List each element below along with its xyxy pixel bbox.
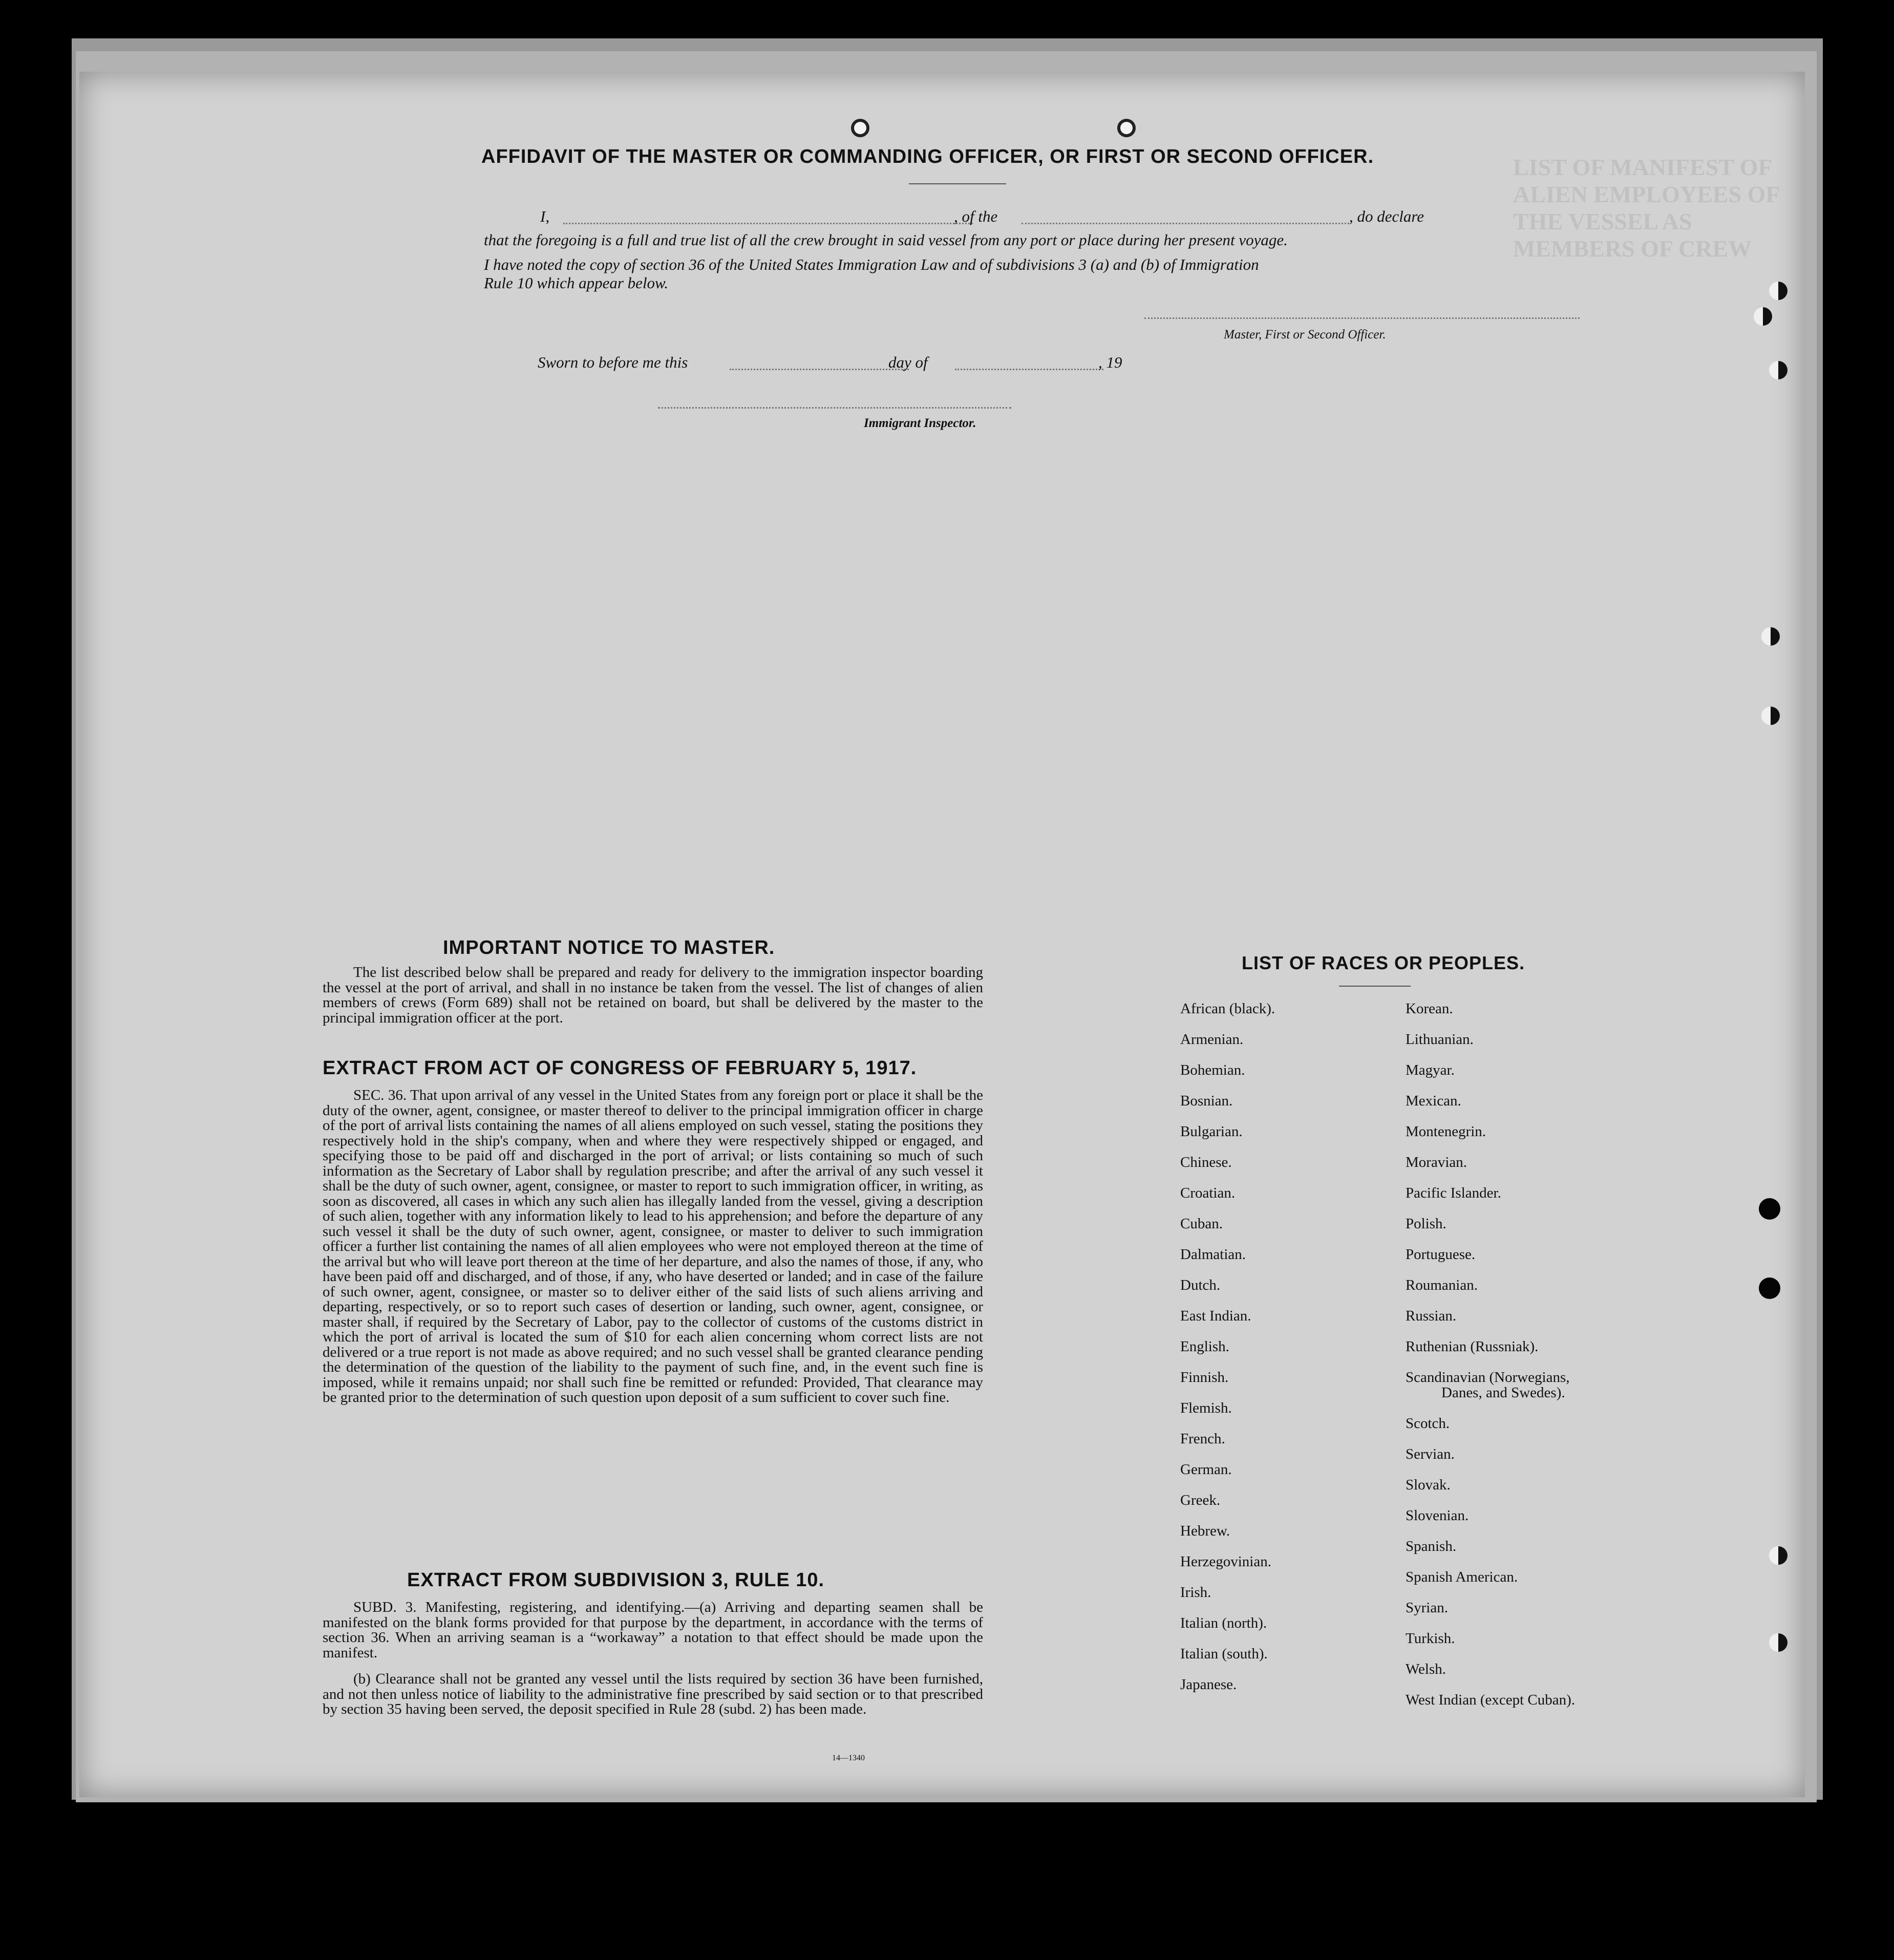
race-item: East Indian. bbox=[1180, 1308, 1251, 1324]
race-item: Finnish. bbox=[1180, 1369, 1229, 1386]
punch-hole bbox=[1769, 361, 1787, 379]
race-item: Croatian. bbox=[1180, 1185, 1236, 1201]
race-item: Italian (south). bbox=[1180, 1646, 1268, 1662]
race-item: Armenian. bbox=[1180, 1031, 1244, 1048]
day-of-label: day of bbox=[888, 353, 928, 371]
race-item: Flemish. bbox=[1180, 1400, 1232, 1416]
race-item: Slovak. bbox=[1406, 1477, 1451, 1493]
form-number: 14—1340 bbox=[832, 1754, 865, 1762]
punch-hole bbox=[1769, 1546, 1787, 1565]
notice-title: IMPORTANT NOTICE TO MASTER. bbox=[443, 937, 775, 958]
race-item: Spanish. bbox=[1406, 1538, 1457, 1554]
race-item: Hebrew. bbox=[1180, 1523, 1230, 1539]
race-item: Ruthenian (Russniak). bbox=[1406, 1338, 1539, 1355]
races-title-rule bbox=[1339, 986, 1411, 987]
affidavit-of-the: , of the bbox=[954, 207, 998, 225]
race-item: Spanish American. bbox=[1406, 1569, 1518, 1585]
race-item: Polish. bbox=[1406, 1216, 1446, 1232]
master-signature-label: Master, First or Second Officer. bbox=[1224, 328, 1386, 342]
race-item: West Indian (except Cuban). bbox=[1406, 1692, 1576, 1708]
race-item: Bohemian. bbox=[1180, 1062, 1245, 1078]
race-item: Italian (north). bbox=[1180, 1615, 1267, 1631]
notice-body: The list described below shall be prepared and ready for delivery to the immigration inspector boarding the vessel at the port of arrival, and shall in no instance be taken from the vessel. The list of changes of alien members of crews (Form 689) shall not be retained on board, but shall be delivered by the master to the principal immigration officer at the port. bbox=[323, 964, 983, 1026]
race-item: Slovenian. bbox=[1406, 1507, 1469, 1524]
punch-hole bbox=[1761, 707, 1780, 725]
punch-hole bbox=[851, 119, 869, 137]
punch-hole bbox=[1759, 1198, 1780, 1220]
affidavit-line-2: I have noted the copy of section 36 of the United States Immigration Law and of subdivisions 3 (a) and (b) of Immigration bbox=[484, 255, 1259, 273]
vessel-blank[interactable] bbox=[1022, 223, 1349, 224]
affidavit-line-1: that the foregoing is a full and true list of all the crew brought in said vessel from any port or place during her present voyage. bbox=[484, 231, 1288, 249]
name-blank[interactable] bbox=[563, 223, 973, 224]
punch-hole bbox=[1759, 1277, 1780, 1299]
race-item: Montenegrin. bbox=[1406, 1123, 1486, 1140]
race-item: Herzegovinian. bbox=[1180, 1553, 1271, 1570]
race-item: Bosnian. bbox=[1180, 1093, 1233, 1109]
race-item: Dalmatian. bbox=[1180, 1246, 1246, 1263]
act-title: EXTRACT FROM ACT OF CONGRESS OF FEBRUARY 5, 1917. bbox=[323, 1057, 917, 1079]
race-item: Korean. bbox=[1406, 1000, 1453, 1017]
race-item: Scandinavian (Norwegians, bbox=[1406, 1369, 1570, 1386]
inspector-signature-blank[interactable] bbox=[658, 407, 1011, 409]
race-item: Welsh. bbox=[1406, 1661, 1446, 1677]
race-item: Mexican. bbox=[1406, 1093, 1461, 1109]
sworn-day-blank[interactable] bbox=[730, 369, 909, 370]
race-item: Magyar. bbox=[1406, 1062, 1455, 1078]
rule-title: EXTRACT FROM SUBDIVISION 3, RULE 10. bbox=[407, 1569, 825, 1591]
affidavit-line-3: Rule 10 which appear below. bbox=[484, 274, 669, 292]
race-item: Cuban. bbox=[1180, 1216, 1223, 1232]
sworn-label: Sworn to before me this bbox=[538, 353, 688, 371]
punch-hole bbox=[1761, 627, 1780, 646]
race-item: Syrian. bbox=[1406, 1600, 1448, 1616]
race-item: Bulgarian. bbox=[1180, 1123, 1243, 1140]
race-item: Portuguese. bbox=[1406, 1246, 1476, 1263]
race-item: Russian. bbox=[1406, 1308, 1457, 1324]
race-item: English. bbox=[1180, 1338, 1229, 1355]
race-item: German. bbox=[1180, 1461, 1232, 1478]
sworn-month-blank[interactable] bbox=[955, 369, 1103, 370]
races-column-1 bbox=[1180, 1001, 1275, 1708]
race-item: Lithuanian. bbox=[1406, 1031, 1474, 1048]
affidavit-do-declare: , do declare bbox=[1349, 207, 1424, 225]
race-item: Greek. bbox=[1180, 1492, 1221, 1508]
races-title: LIST OF RACES OR PEOPLES. bbox=[1242, 952, 1525, 973]
punch-hole bbox=[1754, 307, 1772, 326]
race-item: Chinese. bbox=[1180, 1154, 1232, 1170]
inspector-label: Immigrant Inspector. bbox=[864, 416, 976, 430]
race-item: Danes, and Swedes). bbox=[1441, 1384, 1565, 1401]
affidavit-title: AFFIDAVIT OF THE MASTER OR COMMANDING OFFICER, OR FIRST OR SECOND OFFICER. bbox=[481, 146, 1374, 167]
race-item: Dutch. bbox=[1180, 1277, 1221, 1293]
race-item: Servian. bbox=[1406, 1446, 1455, 1462]
act-body: SEC. 36. That upon arrival of any vessel in the United States from any foreign port or place it shall be the duty of the owner, agent, consignee, or master thereof to deliver to the principal immigration officer in charge of the port of arrival lists containing the names of all aliens employed on such vessel, stating the positions they respectively hold in the ship's company, when and where they were respectively shipped or engaged, and specifying those to be paid off and discharged in the port of arrival; or lists containing so much of such information as the Secretary of Labor shall by regulation prescribe; and after the arrival of any such vessel it shall be the duty of such owner, agent, consignee, or master to report to such immigration officer, in writing, as soon as discovered, all cases in which any such alien has illegally landed from the vessel, giving a description of such alien, together with any information likely to lead to his apprehension; and before the departure of any such vessel it shall be the duty of such owner, agent, consignee, or master to deliver to such immigration officer a further list containing the names of all alien employees who were not employed thereon at the time of the arrival but who will leave port thereon at the time of her departure, and also the names of those, if any, who have been paid off and discharged, and of those, if any, who have deserted or landed; and in case of the failure of such owner, agent, consignee, or master so to deliver either of the said lists of such aliens arriving and departing, respectively, or so to report such cases of desertion or landing, such owner, agent, consignee, or master shall, if required by the Secretary of Labor, pay to the collector of customs of the customs district in which the port of arrival is located the sum of $10 for each alien concerning whom correct lists are not delivered or a true report is not made as above required; and no such vessel shall be granted clearance pending the determination of the question of the liability to the payment of such fine, and, in the event such fine is imposed, while it remains unpaid; nor shall such fine be remitted or refunded: Provided, That clearance may be granted prior to the determination of such question upon deposit of a sum sufficient to cover such fine. bbox=[323, 1087, 983, 1405]
race-item: French. bbox=[1180, 1431, 1225, 1447]
race-item: Roumanian. bbox=[1406, 1277, 1478, 1293]
race-item: Japanese. bbox=[1180, 1676, 1237, 1693]
rule-subd-b: (b) Clearance shall not be granted any vessel until the lists required by section 36 have been furnished, and not then unless notice of liability to the administrative fine prescribed by said section or to that prescribed by section 35 having been served, the deposit specified in Rule 28 (subd. 2) has been made. bbox=[323, 1671, 983, 1717]
race-item: Turkish. bbox=[1406, 1630, 1455, 1647]
race-item: African (black). bbox=[1180, 1000, 1275, 1017]
bleed-through: LIST OF MANIFEST OF ALIEN EMPLOYEES OF THE VESSEL AS MEMBERS OF CREW bbox=[1513, 154, 1779, 262]
rule-subd-a: SUBD. 3. Manifesting, registering, and identifying.—(a) Arriving and departing seamen shall be manifested on the blank forms provided for that purpose by the department, in accordance with the terms of section 36. When an arriving seaman is a “workaway” a notation to that effect should be made upon the manifest. bbox=[323, 1599, 983, 1661]
punch-hole bbox=[1769, 1633, 1787, 1652]
race-item: Pacific Islander. bbox=[1406, 1185, 1501, 1201]
year-label: , 19 bbox=[1098, 353, 1122, 371]
punch-hole bbox=[1117, 119, 1136, 137]
race-item: Scotch. bbox=[1406, 1415, 1450, 1432]
affidavit-i-label: I, bbox=[540, 207, 550, 225]
punch-hole bbox=[1769, 282, 1787, 300]
race-item: Moravian. bbox=[1406, 1154, 1467, 1170]
master-signature-blank[interactable] bbox=[1144, 317, 1580, 319]
document-page bbox=[79, 72, 1805, 1797]
affidavit-title-rule bbox=[909, 183, 1006, 184]
race-item: Irish. bbox=[1180, 1584, 1211, 1601]
races-column-2 bbox=[1406, 1001, 1575, 1723]
